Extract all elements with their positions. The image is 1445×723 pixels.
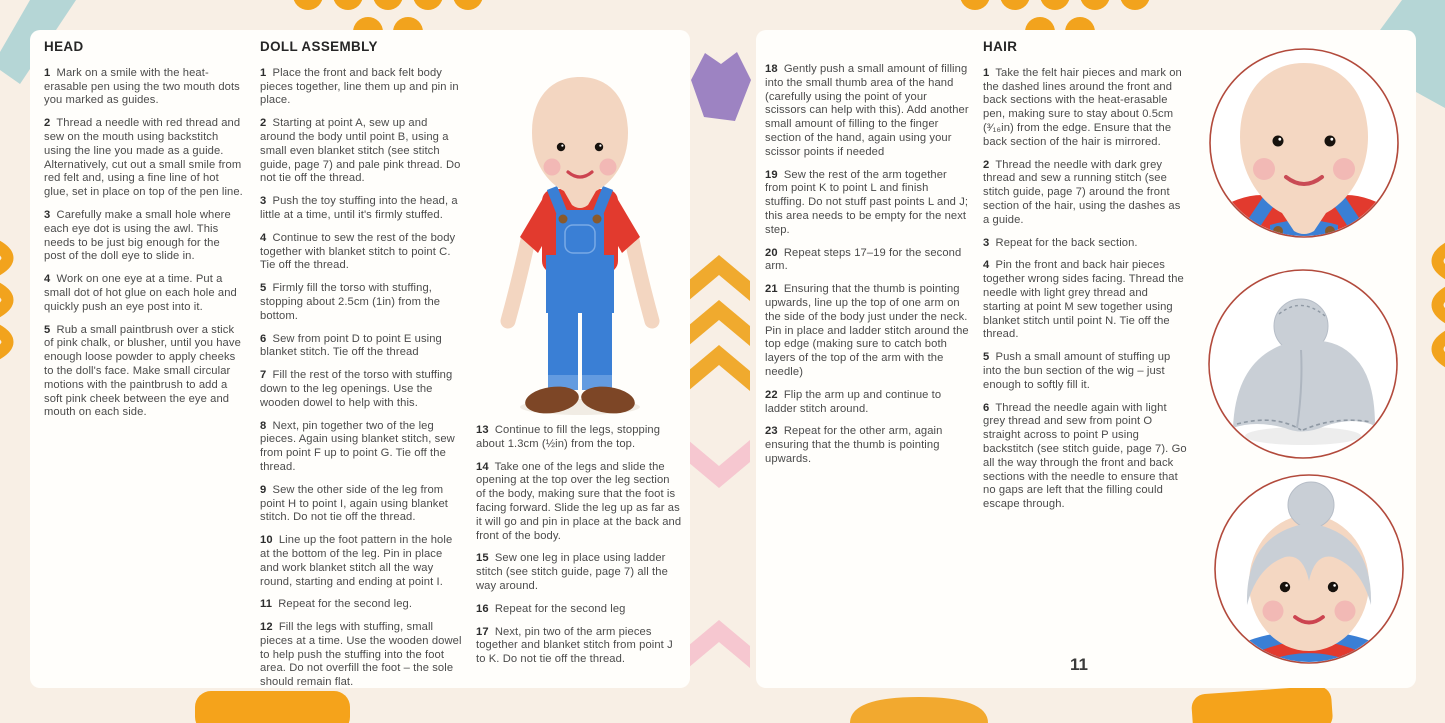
doll-assembly-continued-right [765,63,969,476]
step-item: 20 Repeat steps 17–19 for the second arm. [765,246,962,273]
step-number: 6 [260,332,267,345]
pink-chevron-down [688,440,750,488]
step-item: 1 Take the felt hair pieces and mark on the dashed lines around the front and back sections with the heat-erasable pen, making sure to stay about 0.5cm (³⁄₁₆in) from the edge. Ensure that the back section of the hair is mirrored. [983,66,1182,148]
step-number: 8 [260,419,267,432]
step-number: 5 [44,323,51,336]
step-number: 16 [476,602,489,615]
hair-heading: HAIR [983,39,1018,54]
step-item: 3 Repeat for the back section. [983,236,1138,249]
step-item: 23 Repeat for the other arm, again ensuring that the thumb is pointing upwards. [765,425,943,465]
step-item: 18 Gently push a small amount of filling into the small thumb area of the hand (carefully using the point of your scissors can help with this). Add another small amount of filling to the finger section of the hand, again using your scissor points if needed [765,63,969,158]
step-item: 17 Next, pin two of the arm pieces together and blanket stitch from point J to K. Do not tie off the thread. [476,625,673,666]
step-item: 3 Carefully make a small hole where each eye dot is using the awl. This needs to be just big enough for the post of the doll eye to slide in. [44,208,231,263]
step-number: 7 [260,369,267,382]
step-item: 9 Sew the other side of the leg from point H to point I, again using blanket stitch. Do not tie off the thread. [260,483,448,524]
step-item: 19 Sew the rest of the arm together from point K to point L and finish stuffing. Do not stuff past points L and J; this area needs to be empty for the next step. [765,168,969,236]
step-number: 14 [476,460,489,473]
step-item: 4 Work on one eye at a time. Put a small dot of hot glue on each hole and quickly push an eye post into it. [44,273,237,313]
circle-photo-head-with-wig [1211,471,1407,667]
step-number: 10 [260,534,273,547]
step-item: 2 Thread a needle with red thread and sew on the mouth using backstitch using the line you made as a guide. Alternatively, cut out a small smile from red felt and, using a fine line of hot glue, set in place on top of the pen line. [44,117,243,199]
step-number: 3 [260,195,267,208]
orange-swooshes-left-edge [0,246,8,354]
orange-bar-bottom-right [1191,685,1334,723]
step-number: 4 [983,259,990,272]
hair-steps [983,67,1188,512]
step-number: 13 [476,424,489,436]
head-steps [44,67,244,420]
pink-chevron-up [688,620,750,668]
doll-assembly-continued-left [476,424,682,676]
step-item: 16 Repeat for the second leg [476,602,626,615]
step-item: 2 Starting at point A, sew up and around the body until point B, using a small even blanket stitch (see stitch guide, page 7) and pale pink thread. Do not tie off the thread. [260,117,461,185]
doll-assembly-steps-13-17 [476,424,682,667]
step-number: 22 [765,388,778,401]
step-item: 4 Pin the front and back hair pieces together wrong sides facing. Thread the needle with light grey thread and starting at point M sew together using blanket stitch until point N. Tie off the thread. [983,259,1184,341]
step-item: 6 Sew from point D to point E using blanket stitch. Tie off the thread [260,332,442,359]
circle-photo-head-before-hair [1206,45,1402,241]
doll-head [532,77,628,208]
head-heading: HEAD [44,39,84,54]
step-number: 1 [260,66,267,79]
step-number: 9 [260,483,267,496]
step-item: 2 Thread the needle with dark grey thread and sew a running stitch (see stitch guide, page 7) around the front section of the hair, using the dashes as a guide. [983,158,1181,226]
step-item: 1 Place the front and back felt body pieces together, line them up and pin in place. [260,66,459,107]
step-number: 3 [44,208,51,221]
step-number: 21 [765,283,778,296]
step-item: 8 Next, pin together two of the leg pieces. Again using blanket stitch, sew from point F up to point G. Tie off the thread. [260,419,455,473]
circle-photo-wig-piece [1205,266,1401,462]
step-item: 12 Fill the legs with stuffing, small pieces at a time. Use the wooden dowel to help push the stuffing into the foot area. Do not overfill the foot – the sole should remain flat. [260,621,462,689]
head-section [44,40,244,429]
step-item: 5 Push a small amount of stuffing up into the bun section of the wig – just enough to softly fill it. [983,351,1171,391]
step-item: 5 Rub a small paintbrush over a stick of pink chalk, or blusher, until you have enough loose powder to apply cheeks to the doll's face. Make small circular motions with the paintbrush to add a soft pink cheek between the eye and mouth on each side. [44,323,241,419]
step-number: 19 [765,168,778,181]
step-item: 5 Firmly fill the torso with stuffing, stopping about 2.5cm (1in) from the bottom. [260,282,441,322]
doll-assembly-heading: DOLL ASSEMBLY [260,39,378,54]
step-number: 12 [260,621,273,634]
step-number: 18 [765,63,778,75]
step-number: 4 [260,231,267,244]
step-item: 6 Thread the needle again with light grey thread and sew from point O straight across to point P using backstitch (see stitch guide, page 7). Go all the way through the front and back sections with the needle to ensure that no gaps are left that the filling could escape through. [983,401,1187,511]
step-number: 1 [44,66,51,79]
doll-assembly-steps [260,67,464,690]
step-item: 7 Fill the rest of the torso with stuffing down to the leg openings. Use the wooden dowel to help with this. [260,369,453,409]
doll-dungarees [546,188,614,390]
step-number: 23 [765,425,778,438]
wig-bun [1288,482,1334,528]
doll-full-body-photo [468,55,690,417]
step-item: 1 Mark on a smile with the heat-erasable pen using the two mouth dots you marked as guides. [44,66,240,107]
step-item: 11 Repeat for the second leg. [260,598,413,611]
doll-assembly-steps-18-23 [765,63,969,467]
step-number: 20 [765,246,778,259]
step-item: 14 Take one of the legs and slide the opening at the top over the leg section of the body, making sure that the foot is facing forward. Slide the leg up as far as it will go and pin in place at the back and front of the body. [476,460,682,542]
step-item: 3 Push the toy stuffing into the head, a little at a time, until it's firmly stuffed. [260,195,458,221]
step-number: 3 [983,236,990,249]
step-number: 2 [44,117,51,130]
hair-section [983,40,1188,521]
doll-assembly-section [260,40,464,699]
page-number: 11 [1070,655,1088,674]
gold-arch-bottom [850,697,988,723]
step-item: 22 Flip the arm up and continue to ladder stitch around. [765,388,942,415]
step-number: 2 [983,158,990,171]
step-item: 15 Sew one leg in place using ladder stitch (see stitch guide, page 7) all the way around. [476,552,668,592]
step-number: 5 [260,282,267,295]
step-number: 5 [983,351,990,364]
step-item: 10 Line up the foot pattern in the hole at the bottom of the leg. Pin in place and work blanket stitch all the way round, starting and ending at point I. [260,534,453,588]
doll-arm-right [632,240,652,321]
step-number: 4 [44,273,51,286]
gold-chevrons-up [688,255,750,391]
step-number: 6 [983,401,990,414]
step-item: 4 Continue to sew the rest of the body together with blanket stitch to point C. Tie off the thread. [260,231,456,272]
step-number: 15 [476,552,489,565]
orange-swooshes-right-edge [1438,248,1445,362]
step-number: 11 [260,598,273,611]
doll-arm-left [508,240,528,321]
step-item: 21 Ensuring that the thumb is pointing upwards, line up the top of one arm on the side of the body just under the neck. Pin in place and ladder stitch around the top edge (making sure to catch both layers of the top of the arm with the needle) [765,283,969,378]
step-number: 2 [260,117,267,130]
purple-badge [691,52,751,121]
step-number: 17 [476,625,489,638]
step-number: 1 [983,66,990,79]
step-item: 13 Continue to fill the legs, stopping about 1.3cm (½in) from the top. [476,424,661,450]
